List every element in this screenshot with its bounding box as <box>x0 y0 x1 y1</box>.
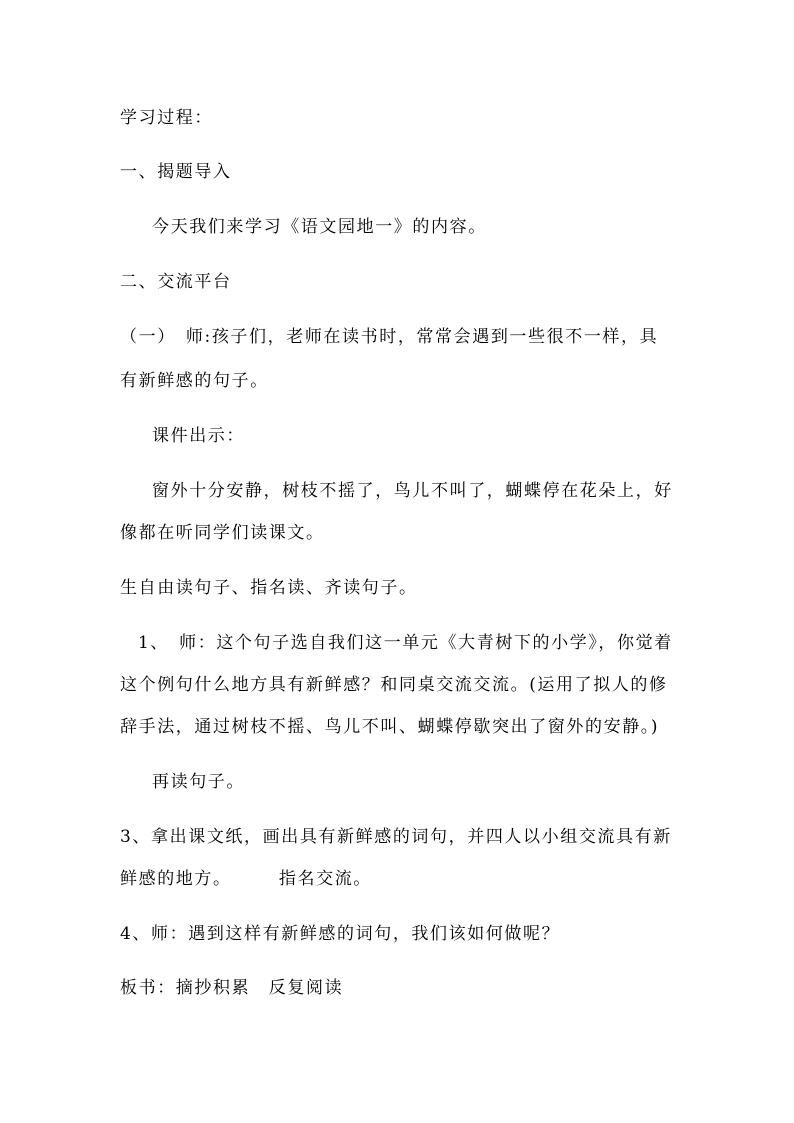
paragraph-reading-activities: 生自由读句子、指名读、齐读句子。 <box>120 578 418 598</box>
item-1-line-3: 辞手法，通过树枝不摇、鸟儿不叫、蝴蝶停歇突出了窗外的安静。) <box>120 717 660 737</box>
item-1-line-2: 这个例句什么地方具有新鲜感？和同桌交流交流。(运用了拟人的修 <box>120 675 668 695</box>
item-4: 4、师：遇到这样有新鲜感的词句，我们该如何做呢？ <box>120 924 561 944</box>
paragraph-teacher-line-2: 有新鲜感的句子。 <box>120 371 269 391</box>
item-3-line-2: 鲜感的地方。 指名交流。 <box>120 869 372 889</box>
paragraph-read-again: 再读句子。 <box>152 772 245 792</box>
item-3-line-1: 3、拿出课文纸，画出具有新鲜感的词句，并四人以小组交流具有新 <box>120 827 672 847</box>
paragraph-intro: 今天我们来学习《语文园地一》的内容。 <box>152 217 487 237</box>
example-sentence-line-1: 窗外十分安静，树枝不摇了，鸟儿不叫了，蝴蝶停在花朵上，好 <box>152 481 673 501</box>
section-heading-learning-process: 学习过程： <box>120 108 213 128</box>
example-sentence-line-2: 像都在听同学们读课文。 <box>120 523 325 543</box>
item-1-line-1: 1、 师：这个句子选自我们这一单元《大青树下的小学》，你觉着 <box>138 633 673 653</box>
blackboard-notes: 板书：摘抄积累 反复阅读 <box>120 978 344 998</box>
section-heading-exchange: 二、交流平台 <box>120 272 232 292</box>
section-heading-intro: 一、揭题导入 <box>120 162 232 182</box>
paragraph-courseware: 课件出示： <box>152 426 245 446</box>
paragraph-teacher-line-1: （一） 师:孩子们，老师在读书时，常常会遇到一些很不一样，具 <box>120 327 659 347</box>
